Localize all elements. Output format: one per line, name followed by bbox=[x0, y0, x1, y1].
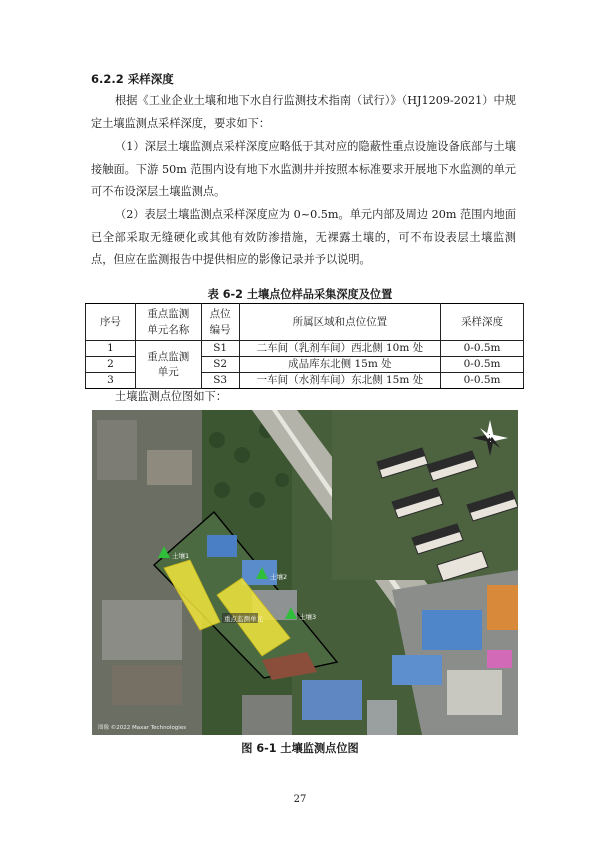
marker-label: 土壤3 bbox=[299, 613, 317, 621]
header-location: 所属区域和点位位置 bbox=[239, 304, 440, 341]
cell-location: 成品库东北侧 15m 处 bbox=[239, 357, 440, 373]
unit-label: 重点监测单元 bbox=[224, 615, 263, 623]
cell-seq: 3 bbox=[86, 373, 136, 389]
cell-depth: 0-0.5m bbox=[441, 373, 524, 389]
table-header-row bbox=[86, 304, 524, 341]
map-image bbox=[92, 410, 518, 735]
imagery-credit: 图像 ©2022 Maxar Technologies bbox=[98, 725, 187, 731]
header-seq: 序号 bbox=[86, 304, 136, 341]
cell-depth: 0-0.5m bbox=[441, 357, 524, 373]
section-heading bbox=[91, 71, 174, 87]
satellite-map bbox=[92, 410, 518, 735]
cell-code: S2 bbox=[201, 357, 239, 373]
header-depth: 采样深度 bbox=[441, 304, 524, 341]
header-unit: 重点监测 单元名称 bbox=[135, 304, 201, 341]
cell-unit-name: 重点监测 单元 bbox=[135, 341, 201, 389]
section-title: 采样深度 bbox=[127, 72, 174, 86]
paragraph-intro: 根据《工业企业土壤和地下水自行监测技术指南（试行）》（HJ1209-2021）中规定土壤监测点采样深度，要求如下： bbox=[91, 94, 516, 130]
cell-seq: 1 bbox=[86, 341, 136, 357]
cell-code: S1 bbox=[201, 341, 239, 357]
table-title: 表 6-2 土壤点位样品采集深度及位置 bbox=[207, 288, 393, 301]
marker-label: 土壤1 bbox=[172, 552, 190, 560]
table-row bbox=[86, 341, 524, 357]
paragraph-deep-soil: （1）深层土壤监测点采样深度应略低于其对应的隐蔽性重点设施设备底部与土壤接触面。下游 50m 范围内设有地下水监测井并按照本标准要求开展地下水监测的单元可不布设深层土壤监测点。 bbox=[91, 140, 516, 198]
paragraph-surface-soil: （2）表层土壤监测点采样深度应为 0~0.5m。单元内部及周边 20m 范围内地面已全部采取无缝硬化或其他有效防渗措施，无裸露土壤的，可不布设表层土壤监测点，但应在监测报告中提供相应的影像记录并予以说明。 bbox=[91, 208, 516, 266]
header-code: 点位 编号 bbox=[201, 304, 239, 341]
cell-seq: 2 bbox=[86, 357, 136, 373]
figure-caption: 图 6-1 土壤监测点位图 bbox=[241, 742, 359, 755]
cell-location: 一车间（水剂车间）东北侧 15m 处 bbox=[239, 373, 440, 389]
marker-label: 土壤2 bbox=[270, 573, 288, 581]
cell-location: 二车间（乳剂车间）西北侧 10m 处 bbox=[239, 341, 440, 357]
figure-lead-text: 土壤监测点位图如下： bbox=[115, 390, 227, 403]
section-number: 6.2.2 bbox=[91, 72, 124, 86]
sampling-table bbox=[85, 303, 524, 389]
cell-code: S3 bbox=[201, 373, 239, 389]
cell-depth: 0-0.5m bbox=[441, 341, 524, 357]
page-number: 27 bbox=[293, 794, 307, 805]
